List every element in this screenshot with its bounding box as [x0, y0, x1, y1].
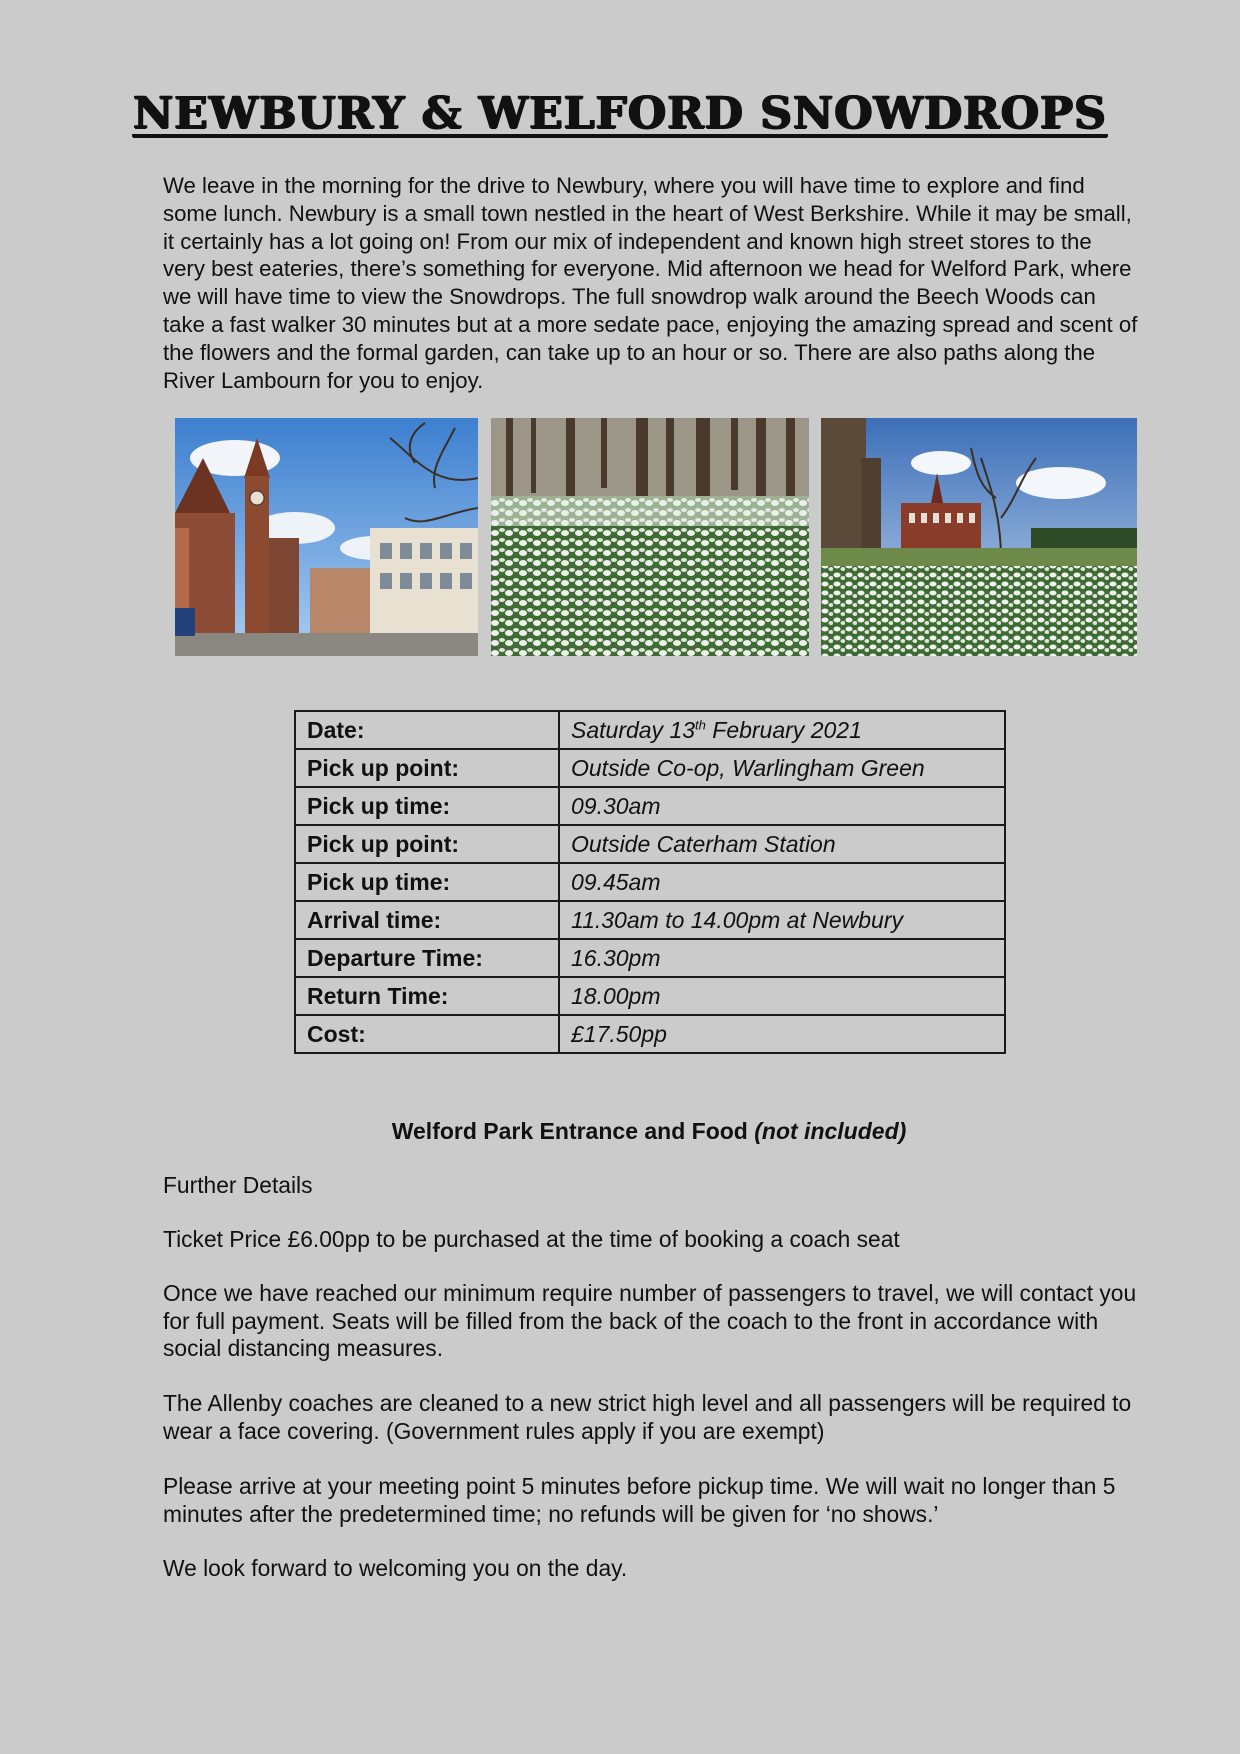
- departure-time-label: Departure Time:: [295, 939, 559, 977]
- welford-park-house-photo: [821, 418, 1137, 656]
- pickup-time-value: 09.30am: [559, 787, 1005, 825]
- arrival-time-label: Arrival time:: [295, 901, 559, 939]
- table-row: [295, 1015, 1005, 1053]
- return-time-value: 18.00pm: [559, 977, 1005, 1015]
- snowdrop-woods-photo: [491, 418, 809, 656]
- pickup-point-label: Pick up point:: [295, 825, 559, 863]
- date-prefix: Saturday 13: [571, 716, 696, 743]
- entrance-note: [0, 1118, 1240, 1145]
- arrival-time-value: 11.30am to 14.00pm at Newbury: [559, 901, 1005, 939]
- pickup-point-value: Outside Co-op, Warlingham Green: [559, 749, 1005, 787]
- pickup-time-label: Pick up time:: [295, 863, 559, 901]
- date-suffix: th: [695, 716, 706, 732]
- return-time-label: Return Time:: [295, 977, 559, 1015]
- table-row: [295, 787, 1005, 825]
- cost-label: Cost:: [295, 1015, 559, 1053]
- cleaning-paragraph: The Allenby coaches are cleaned to a new strict high level and all passengers will be required to wear a face covering. (Government rules apply if you are exempt): [163, 1390, 1132, 1444]
- cost-value: £17.50pp: [559, 1015, 1005, 1053]
- table-row: [295, 901, 1005, 939]
- table-row: [295, 863, 1005, 901]
- table-row: [295, 749, 1005, 787]
- arrival-paragraph: Please arrive at your meeting point 5 minutes before pickup time. We will wait no longer than 5 minutes after the predetermined time; no refunds will be given for ‘no shows.’: [163, 1473, 1116, 1527]
- page-title: NEWBURY & WELFORD SNOWDROPS: [133, 88, 1107, 139]
- closing-line: We look forward to welcoming you on the day.: [163, 1555, 628, 1581]
- entrance-note-text: Welford Park Entrance and Food: [391, 1118, 755, 1144]
- entrance-note-italic: (not included): [754, 1118, 907, 1144]
- date-rest: February 2021: [705, 716, 862, 743]
- pickup-point-label: Pick up point:: [295, 749, 559, 787]
- further-details-heading: Further Details: [163, 1172, 313, 1198]
- table-row: [295, 977, 1005, 1015]
- ticket-price-line: Ticket Price £6.00pp to be purchased at the time of booking a coach seat: [163, 1226, 900, 1252]
- pickup-point-value: Outside Caterham Station: [559, 825, 1005, 863]
- payment-paragraph: Once we have reached our minimum require number of passengers to travel, we will contact you for full payment. Seats will be filled from the back of the coach to the front in accordance with social distancing measures.: [163, 1280, 1137, 1361]
- date-value: [559, 711, 1005, 749]
- trip-details-table: [294, 710, 1006, 1054]
- intro-paragraph: We leave in the morning for the drive to Newbury, where you will have time to explore and find some lunch. Newbury is a small town nestled in the heart of West Berkshire. While it may be small, it certainly has a lot going on! From our mix of independent and known high street stores to the very best eateries, there’s something for everyone. Mid afternoon we head for Welford Park, where we will have time to view the Snowdrops. The full snowdrop walk around the Beech Woods can take a fast walker 30 minutes but at a more sedate pace, enjoying the amazing spread and scent of the flowers and the formal garden, can take up to an hour or so. There are also paths along the River Lambourn for you to enjoy.: [163, 173, 1138, 393]
- newbury-town-photo: [175, 418, 478, 656]
- table-row: [295, 711, 1005, 749]
- pickup-time-label: Pick up time:: [295, 787, 559, 825]
- pickup-time-value: 09.45am: [559, 863, 1005, 901]
- date-label: Date:: [295, 711, 559, 749]
- departure-time-value: 16.30pm: [559, 939, 1005, 977]
- table-row: [295, 939, 1005, 977]
- table-row: [295, 825, 1005, 863]
